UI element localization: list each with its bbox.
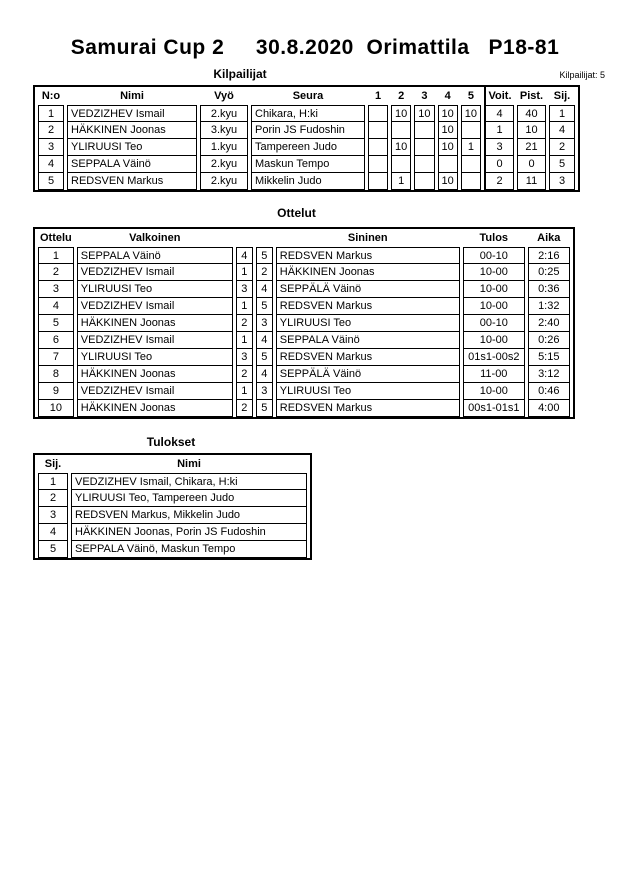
table-row xyxy=(38,122,575,139)
cell-competitor-number: 2 xyxy=(38,122,64,139)
cell-blue-name: HÄKKINEN Joonas xyxy=(276,264,460,281)
cell-competitor-name: SEPPALA Väinö xyxy=(67,156,197,173)
table-row xyxy=(38,541,307,558)
table-row xyxy=(38,139,575,156)
cell-white-name: YLIRUUSI Teo xyxy=(77,349,233,366)
cell-final-placement: 4 xyxy=(38,524,68,541)
cell-competitor-number: 3 xyxy=(38,139,64,156)
cell-match-number: 7 xyxy=(38,349,74,366)
competitors-table xyxy=(33,85,580,192)
table-row xyxy=(38,490,307,507)
cell-white-number: 1 xyxy=(236,264,253,281)
table-row xyxy=(38,173,575,190)
cell-result-vs-3: 10 xyxy=(414,105,434,122)
results-header-row xyxy=(38,455,307,473)
cell-time: 0:26 xyxy=(528,332,570,349)
cell-belt: 2.kyu xyxy=(200,173,248,190)
cell-score: 00s1-01s1 xyxy=(463,400,525,417)
cell-white-name: HÄKKINEN Joonas xyxy=(77,400,233,417)
cell-time: 0:46 xyxy=(528,383,570,400)
cell-time: 4:00 xyxy=(528,400,570,417)
cell-result-vs-4: 10 xyxy=(438,122,458,139)
competitors-header-row xyxy=(38,87,575,105)
cell-blue-number: 4 xyxy=(256,281,273,298)
cell-match-number: 1 xyxy=(38,247,74,264)
cell-blue-name: REDSVEN Markus xyxy=(276,400,460,417)
cell-club: Mikkelin Judo xyxy=(251,173,365,190)
cell-time: 2:16 xyxy=(528,247,570,264)
cell-white-name: VEDZIZHEV Ismail xyxy=(77,298,233,315)
cell-white-number: 2 xyxy=(236,366,253,383)
col-header-blue-no xyxy=(256,229,273,247)
cell-score: 10-00 xyxy=(463,383,525,400)
cell-blue-number: 3 xyxy=(256,383,273,400)
cell-score: 10-00 xyxy=(463,264,525,281)
cell-white-name: VEDZIZHEV Ismail xyxy=(77,332,233,349)
col-header-sij: Sij. xyxy=(44,458,62,470)
cell-result-vs-1 xyxy=(368,173,388,190)
cell-blue-name: REDSVEN Markus xyxy=(276,247,460,264)
cell-competitor-number: 5 xyxy=(38,173,64,190)
cell-result-vs-5 xyxy=(461,156,481,173)
col-header-tulos: Tulos xyxy=(479,232,509,244)
table-row xyxy=(38,281,570,298)
cell-belt: 2.kyu xyxy=(200,156,248,173)
cell-club: Porin JS Fudoshin xyxy=(251,122,365,139)
cell-points: 21 xyxy=(517,139,546,156)
section-heading-tulokset: Tulokset xyxy=(146,435,196,449)
col-header-aika: Aika xyxy=(537,232,561,244)
cell-club: Chikara, H:ki xyxy=(251,105,365,122)
cell-final-placement: 2 xyxy=(38,490,68,507)
cell-time: 0:36 xyxy=(528,281,570,298)
cell-blue-name: REDSVEN Markus xyxy=(276,349,460,366)
table-row xyxy=(38,366,570,383)
cell-match-number: 5 xyxy=(38,315,74,332)
cell-placement: 4 xyxy=(549,122,575,139)
col-header-valkoinen: Valkoinen xyxy=(129,232,181,244)
cell-wins: 0 xyxy=(484,156,514,173)
cell-white-number: 1 xyxy=(236,298,253,315)
cell-wins: 1 xyxy=(484,122,514,139)
col-header-white-no xyxy=(236,229,253,247)
cell-white-number: 2 xyxy=(236,315,253,332)
cell-wins: 2 xyxy=(484,173,514,190)
cell-result-vs-5 xyxy=(461,173,481,190)
cell-placement: 5 xyxy=(549,156,575,173)
table-row xyxy=(38,315,570,332)
cell-blue-name: SEPPÄLÄ Väinö xyxy=(276,281,460,298)
cell-score: 10-00 xyxy=(463,298,525,315)
cell-result-vs-5 xyxy=(461,122,481,139)
cell-result-vs-2 xyxy=(391,122,411,139)
cell-score: 01s1-00s2 xyxy=(463,349,525,366)
cell-blue-number: 5 xyxy=(256,247,273,264)
table-row xyxy=(38,105,575,122)
cell-match-number: 6 xyxy=(38,332,74,349)
cell-competitor-name: HÄKKINEN Joonas xyxy=(67,122,197,139)
cell-blue-name: SEPPALA Väinö xyxy=(276,332,460,349)
cell-white-name: VEDZIZHEV Ismail xyxy=(77,264,233,281)
cell-wins: 3 xyxy=(484,139,514,156)
col-header-1: 1 xyxy=(374,90,382,102)
col-header-vyo: Vyö xyxy=(214,90,234,102)
table-row xyxy=(38,349,570,366)
col-header-5: 5 xyxy=(467,90,474,102)
cell-final-name: REDSVEN Markus, Mikkelin Judo xyxy=(71,507,307,524)
table-row xyxy=(38,264,570,281)
page-title: Samurai Cup 2 30.8.2020 Orimattila P18-81 xyxy=(70,36,560,59)
col-header-2: 2 xyxy=(398,90,405,102)
cell-score: 10-00 xyxy=(463,281,525,298)
cell-white-number: 4 xyxy=(236,247,253,264)
cell-club: Tampereen Judo xyxy=(251,139,365,156)
cell-white-number: 1 xyxy=(236,383,253,400)
cell-match-number: 9 xyxy=(38,383,74,400)
cell-score: 10-00 xyxy=(463,332,525,349)
cell-wins: 4 xyxy=(484,105,514,122)
cell-white-number: 1 xyxy=(236,332,253,349)
cell-result-vs-3 xyxy=(414,156,434,173)
table-row xyxy=(38,507,307,524)
cell-result-vs-3 xyxy=(414,139,434,156)
cell-white-name: YLIRUUSI Teo xyxy=(77,281,233,298)
cell-final-name: YLIRUUSI Teo, Tampereen Judo xyxy=(71,490,307,507)
col-header-4: 4 xyxy=(444,90,451,102)
table-row xyxy=(38,473,307,490)
cell-result-vs-2: 10 xyxy=(391,139,411,156)
cell-placement: 3 xyxy=(549,173,575,190)
cell-club: Maskun Tempo xyxy=(251,156,365,173)
cell-white-number: 3 xyxy=(236,281,253,298)
cell-belt: 2.kyu xyxy=(200,105,248,122)
cell-match-number: 10 xyxy=(38,400,74,417)
cell-result-vs-3 xyxy=(414,173,434,190)
cell-final-placement: 3 xyxy=(38,507,68,524)
cell-time: 2:40 xyxy=(528,315,570,332)
cell-blue-number: 4 xyxy=(256,332,273,349)
cell-score: 11-00 xyxy=(463,366,525,383)
cell-placement: 2 xyxy=(549,139,575,156)
cell-white-number: 3 xyxy=(236,349,253,366)
table-row xyxy=(38,524,307,541)
cell-result-vs-2 xyxy=(391,156,411,173)
cell-competitor-name: YLIRUUSI Teo xyxy=(67,139,197,156)
cell-final-placement: 1 xyxy=(38,473,68,490)
cell-blue-number: 4 xyxy=(256,366,273,383)
col-header-sij: Sij. xyxy=(553,90,571,102)
cell-result-vs-3 xyxy=(414,122,434,139)
cell-points: 10 xyxy=(517,122,546,139)
cell-time: 3:12 xyxy=(528,366,570,383)
matches-header-row xyxy=(38,229,570,247)
col-header-ottelu: Ottelu xyxy=(40,232,72,244)
cell-blue-number: 5 xyxy=(256,400,273,417)
cell-result-vs-2: 10 xyxy=(391,105,411,122)
col-header-no: N:o xyxy=(41,90,61,102)
cell-result-vs-1 xyxy=(368,139,388,156)
cell-white-number: 2 xyxy=(236,400,253,417)
col-header-sininen: Sininen xyxy=(347,232,388,244)
cell-blue-name: YLIRUUSI Teo xyxy=(276,315,460,332)
cell-result-vs-1 xyxy=(368,122,388,139)
cell-final-name: VEDZIZHEV Ismail, Chikara, H:ki xyxy=(71,473,307,490)
cell-time: 0:25 xyxy=(528,264,570,281)
cell-score: 00-10 xyxy=(463,247,525,264)
cell-competitor-name: REDSVEN Markus xyxy=(67,173,197,190)
table-row xyxy=(38,332,570,349)
cell-white-name: HÄKKINEN Joonas xyxy=(77,366,233,383)
col-header-nimi: Nimi xyxy=(120,90,144,102)
competitors-count: Kilpailijat: 5 xyxy=(559,70,605,80)
table-row xyxy=(38,298,570,315)
cell-match-number: 8 xyxy=(38,366,74,383)
cell-points: 11 xyxy=(517,173,546,190)
cell-result-vs-4: 10 xyxy=(438,105,458,122)
cell-blue-number: 3 xyxy=(256,315,273,332)
cell-blue-name: SEPPÄLÄ Väinö xyxy=(276,366,460,383)
cell-score: 00-10 xyxy=(463,315,525,332)
table-row xyxy=(38,156,575,173)
cell-final-name: SEPPALA Väinö, Maskun Tempo xyxy=(71,541,307,558)
col-header-3: 3 xyxy=(421,90,428,102)
table-row xyxy=(38,383,570,400)
cell-blue-name: REDSVEN Markus xyxy=(276,298,460,315)
col-header-pist: Pist. xyxy=(519,90,544,102)
cell-blue-number: 2 xyxy=(256,264,273,281)
cell-result-vs-4: 10 xyxy=(438,139,458,156)
cell-result-vs-5: 10 xyxy=(461,105,481,122)
cell-belt: 3.kyu xyxy=(200,122,248,139)
cell-match-number: 3 xyxy=(38,281,74,298)
table-row xyxy=(38,247,570,264)
cell-competitor-number: 1 xyxy=(38,105,64,122)
cell-final-name: HÄKKINEN Joonas, Porin JS Fudoshin xyxy=(71,524,307,541)
cell-white-name: HÄKKINEN Joonas xyxy=(77,315,233,332)
cell-placement: 1 xyxy=(549,105,575,122)
cell-belt: 1.kyu xyxy=(200,139,248,156)
col-header-nimi: Nimi xyxy=(177,458,201,470)
cell-result-vs-5: 1 xyxy=(461,139,481,156)
cell-competitor-number: 4 xyxy=(38,156,64,173)
col-header-voit: Voit. xyxy=(484,87,514,105)
cell-result-vs-1 xyxy=(368,156,388,173)
section-heading-kilpailijat: Kilpailijat xyxy=(213,67,267,81)
cell-result-vs-4: 10 xyxy=(438,173,458,190)
cell-final-placement: 5 xyxy=(38,541,68,558)
cell-blue-number: 5 xyxy=(256,298,273,315)
col-header-seura: Seura xyxy=(292,90,324,102)
cell-points: 0 xyxy=(517,156,546,173)
cell-result-vs-4 xyxy=(438,156,458,173)
cell-white-name: VEDZIZHEV Ismail xyxy=(77,383,233,400)
cell-time: 1:32 xyxy=(528,298,570,315)
matches-table xyxy=(33,227,575,419)
cell-match-number: 2 xyxy=(38,264,74,281)
cell-white-name: SEPPALA Väinö xyxy=(77,247,233,264)
cell-points: 40 xyxy=(517,105,546,122)
cell-time: 5:15 xyxy=(528,349,570,366)
cell-result-vs-2: 1 xyxy=(391,173,411,190)
cell-match-number: 4 xyxy=(38,298,74,315)
cell-result-vs-1 xyxy=(368,105,388,122)
cell-blue-number: 5 xyxy=(256,349,273,366)
cell-competitor-name: VEDZIZHEV Ismail xyxy=(67,105,197,122)
results-table xyxy=(33,453,312,560)
section-heading-ottelut: Ottelut xyxy=(277,206,316,220)
table-row xyxy=(38,400,570,417)
cell-blue-name: YLIRUUSI Teo xyxy=(276,383,460,400)
